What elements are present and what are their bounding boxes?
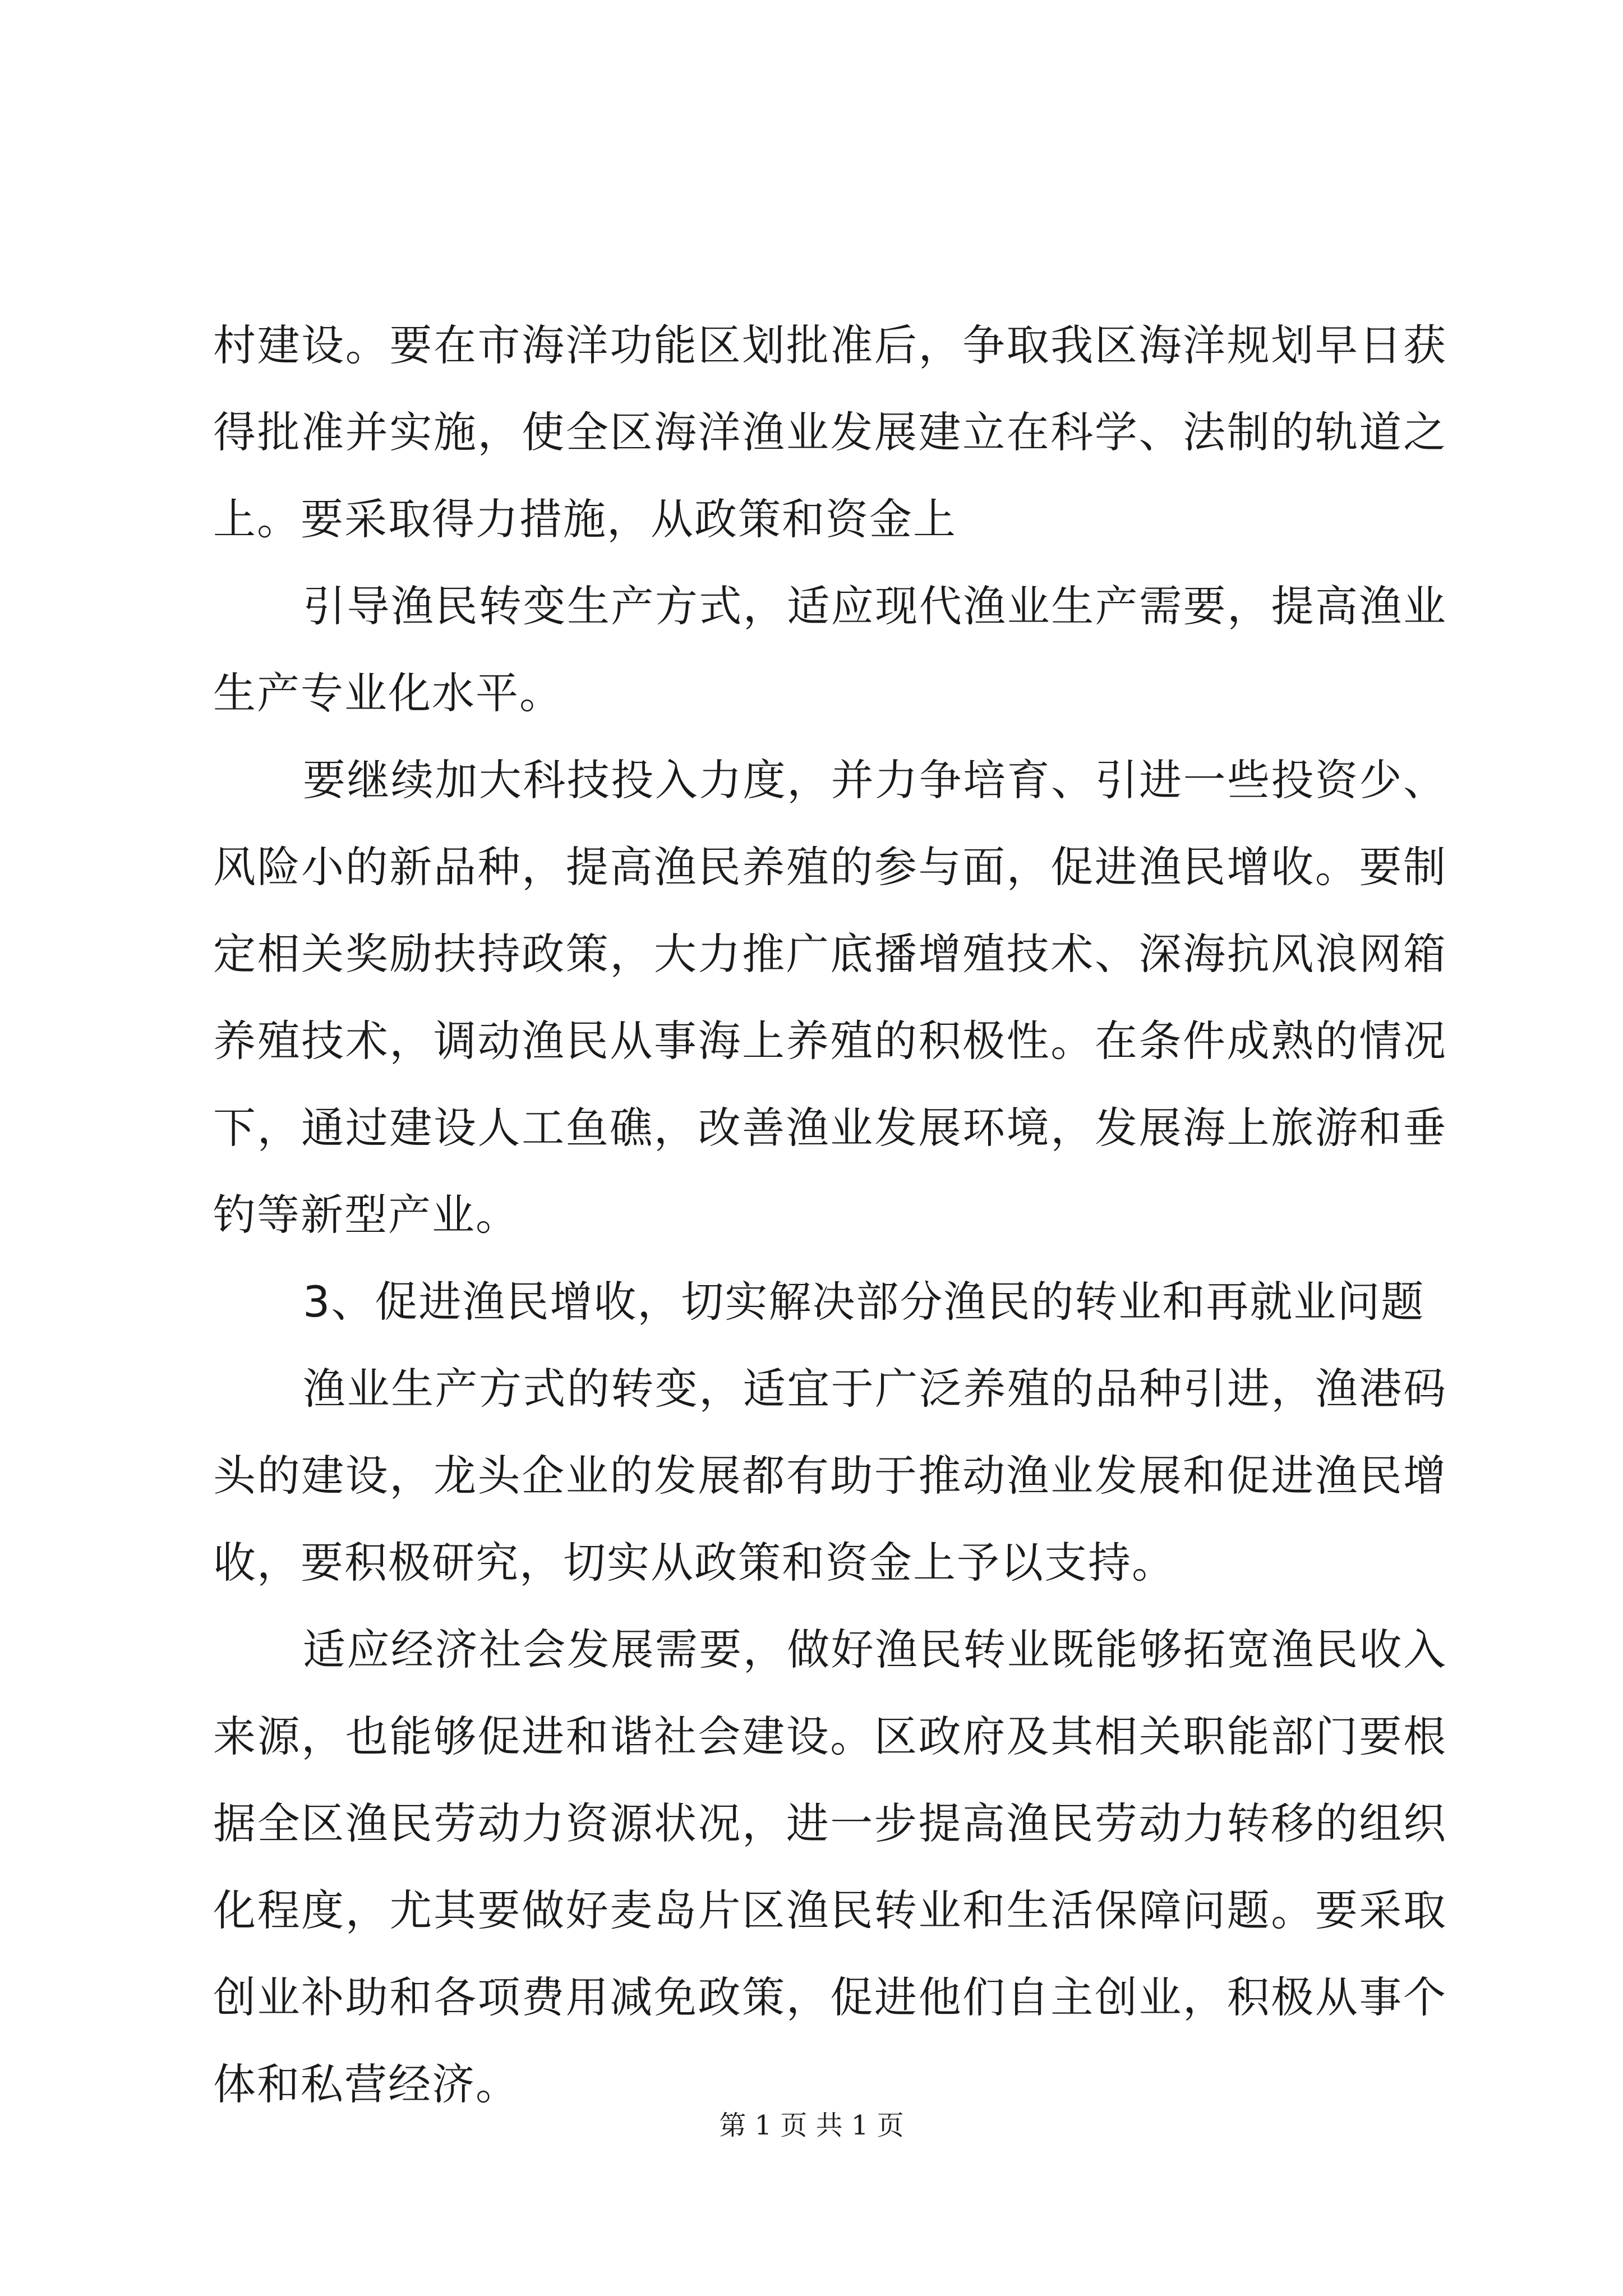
paragraph-3: 要继续加大科技投入力度，并力争培育、引进一些投资少、风险小的新品种，提高渔民养殖的参与面，促进渔民增收。要制定相关奖励扶持政策，大力推广底播增殖技术、深海抗风浪网箱养殖技术，调动渔民从事海上养殖的积极性。在条件成熟的情况下，通过建设人工鱼礁，改善渔业发展环境，发展海上旅游和垂钓等新型产业。 [213, 755, 1447, 1240]
paragraph-2: 引导渔民转变生产方式，适应现代渔业生产需要，提高渔业生产专业化水平。 [213, 581, 1447, 718]
document-body [213, 302, 1447, 2128]
paragraph-1: 村建设。要在市海洋功能区划批准后，争取我区海洋规划早日获得批准并实施，使全区海洋渔业发展建立在科学、法制的轨道之上。要采取得力措施，从政策和资金上 [213, 320, 1447, 544]
page-footer: 第 1 页 共 1 页 [719, 2110, 904, 2141]
paragraph-4: 渔业生产方式的转变，适宜于广泛养殖的品种引进，渔港码头的建设，龙头企业的发展都有助于推动渔业发展和促进渔民增收，要积极研究，切实从政策和资金上予以支持。 [213, 1364, 1447, 1588]
section-heading-3: 3、促进渔民增收，切实解决部分渔民的转业和再就业问题 [303, 1277, 1425, 1327]
paragraph-5: 适应经济社会发展需要，做好渔民转业既能够拓宽渔民收入来源，也能够促进和谐社会建设。区政府及其相关职能部门要根据全区渔民劳动力资源状况，进一步提高渔民劳动力转移的组织化程度，尤其要做好麦岛片区渔民转业和生活保障问题。要采取创业补助和各项费用减免政策，促进他们自主创业，积极从事个体和私营经济。 [213, 1625, 1447, 2109]
